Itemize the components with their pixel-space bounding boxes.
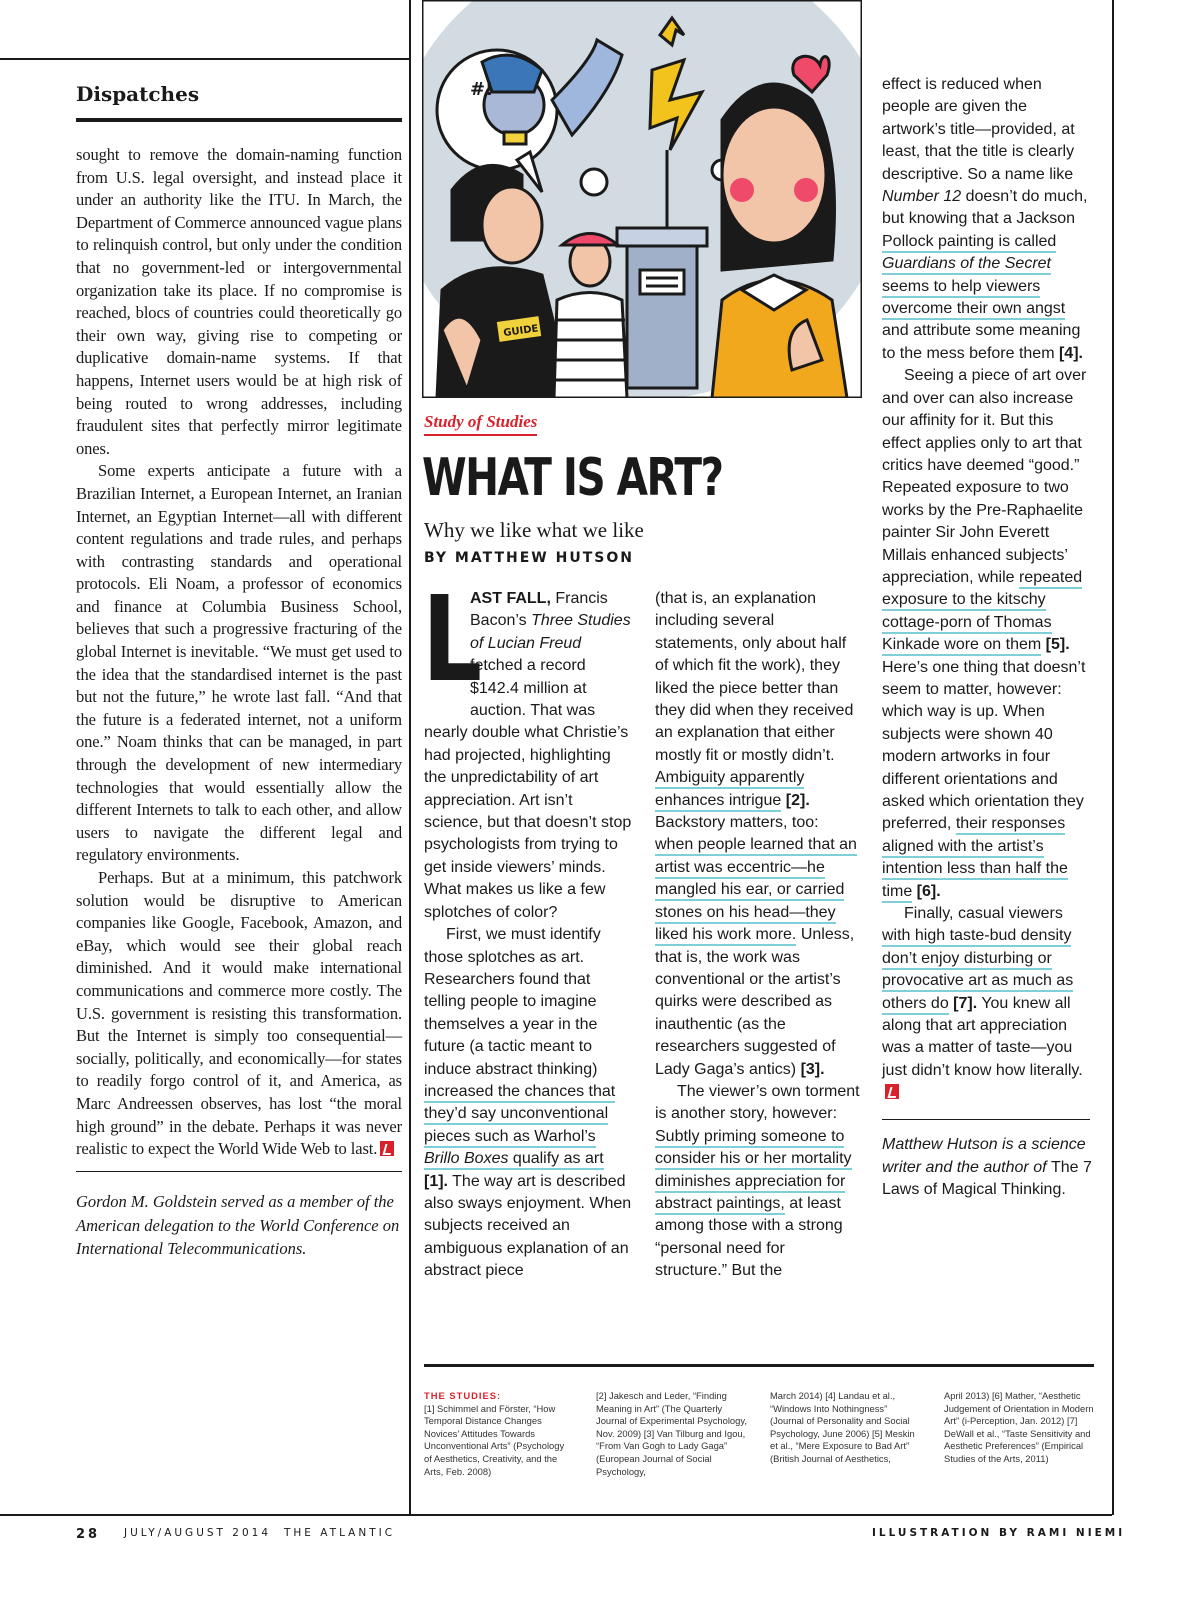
bottom-rule	[0, 1514, 1112, 1516]
text-run: fetched a record $142.4 million at auction. That was nearly double what Christie’s had projected, highlighting the unpredictability of art appreciation. Art isn’t science, but that doesn’t stop psychologists from trying to get inside viewers’ minds. What makes us like a few splotches of color?	[424, 657, 632, 921]
article-byline: BY MATTHEW HUTSON	[424, 550, 634, 566]
left-column-text	[76, 144, 402, 1161]
studies-title: THE STUDIES:	[424, 1390, 502, 1401]
paragraph-text: Perhaps. But at a minimum, this patchwork solution would be disruptive to American companies like Google, Facebook, Amazon, and eBay, which would see their global reach diminished. And it would make international communications and commerce more costly. The U.S. government is resisting this transformation. But the Internet is simply too consequential—socially, politically, and economically—for states to readily forgo control of it, and America, as Marc Andreessen observes, has lost “the moral high ground” in the debate. Perhaps it was never realistic to expect the World Wide Web to last.	[76, 868, 402, 1159]
column-divider-left	[409, 0, 411, 1515]
highlighted-finding	[882, 233, 1065, 320]
studies-column-3	[770, 1390, 922, 1466]
paragraph	[76, 867, 402, 1161]
artwork-title: Number 12	[882, 188, 962, 206]
text-run: Francis Bacon’s	[470, 590, 608, 630]
text-run: Unless, that is, the work was conventional or the artist’s quirks were described as inauthentic (as the researchers suggested of Lady Gaga’s antics)	[655, 926, 855, 1078]
issue-date: JULY/AUGUST 2014	[124, 1527, 272, 1539]
text-run: First, we must identify those splotches as art. Researchers found that telling people to imagine themselves a year in the future (a tactic meant to induce abstract thinking)	[424, 926, 601, 1078]
bio-rule	[76, 1171, 402, 1173]
study-citations: March 2014) [4] Landau et al., “Windows Into Nothingness” (Journal of Personality and Social Psychology, June 2006) [5] Meskin et al., “Mere Exposure to Bad Art” (British Journal of Aesthetics,	[770, 1390, 915, 1464]
citation: [4].	[1054, 344, 1083, 362]
paragraph	[424, 924, 632, 1283]
citation: [6].	[912, 882, 941, 900]
section-label: Dispatches	[76, 82, 200, 106]
text-run: increased the chances that they’d say unconventional pieces such as Warhol’s	[424, 1082, 616, 1145]
article-dek: Why we like what we like	[424, 518, 644, 542]
highlighted-finding: repeated exposure to the kitschy cottage-porn of Thomas Kinkade wore on them	[882, 569, 1082, 656]
text-run: and attribute some meaning to the mess before them	[882, 322, 1081, 362]
article-column-3	[882, 74, 1094, 1201]
drop-cap: L	[422, 570, 483, 708]
viewer-figure	[712, 84, 847, 398]
study-citations: [2] Jakesch and Leder, “Finding Meaning in Art” (The Quarterly Journal of Experimental Psychology, Nov. 2009) [3] Van Tilburg and Igou, “From Van Gogh to Lady Gaga” (European Journal of Social Psychology,	[596, 1390, 747, 1477]
text-run: at least among those with a strong “personal need for structure.” But the	[655, 1194, 843, 1280]
author-bio: Gordon M. Goldstein served as a member of the American delegation to the World Conference on International Telecommunications.	[76, 1192, 400, 1259]
author-bio	[882, 1134, 1094, 1201]
highlighted-finding	[424, 1083, 615, 1170]
text-run: qualify as art	[508, 1150, 604, 1168]
article-illustration	[422, 0, 862, 398]
study-citations: [1] Schimmel and Förster, “How Temporal Distance Changes Novices’ Attitudes Towards Unconventional Arts” (Psychology of Aesthetics, Creativity, and the Arts, Feb. 2008)	[424, 1402, 565, 1477]
text-run: The viewer’s own torment is another story, however:	[655, 1082, 860, 1123]
end-mark-icon	[885, 1084, 899, 1099]
text-run: Matthew Hutson is a science writer and the author of	[882, 1136, 1086, 1176]
studies-top-rule	[424, 1364, 1094, 1367]
artwork-title: Three Studies of Lucian Freud	[470, 612, 631, 652]
text-run: The way art is described also sways enjoyment. When subjects received an ambiguous explanation of an abstract piece	[424, 1172, 632, 1280]
highlighted-finding: their responses aligned with the artist’s intention less than half the time	[882, 815, 1068, 902]
text-run: Seeing a piece of art over and over can also increase our affinity for it. But this effect applies only to art that critics have deemed “good.” Repeated exposure to two works by the Pre-Raphaelite painter Sir John Everett Millais enhanced subjects’ appreciation, while	[882, 367, 1087, 586]
paragraph: Some experts anticipate a future with a Brazilian Internet, a European Internet, an Iranian Internet, an Egyptian Internet—all with different content regulations and trade rules, and perhaps with contrasting standards and operational protocols. Eli Noam, a professor of economics and finance at Columbia Business School, believes that such a progressive fracturing of the global Internet is inevitable. “We must get used to the idea that the standardised internet is the past but not the future,” he wrote last fall. “And that the future is a federated internet, not a uniform one.” Noam thinks that can be managed, in part through the development of new intermediary technologies that would essentially allow the different Internets to talk to each other, and allow users to navigate the different legal and regulatory environments.	[76, 461, 402, 865]
book-title: The 7 Laws of Magical Thinking.	[882, 1158, 1092, 1198]
text-run: You knew all along that art appreciation was a matter of taste—you just didn’t know how literally.	[882, 994, 1083, 1079]
text-run: (that is, an explanation including several statements, only about half of which fit the work), they liked the piece better than they did when they received an explanation that either mostly fit or mostly didn’t.	[655, 590, 854, 764]
studies-column-2	[596, 1390, 748, 1478]
publication-name: THE ATLANTIC	[284, 1527, 396, 1539]
paragraph	[882, 365, 1094, 903]
citation: [1].	[424, 1172, 448, 1190]
paragraph	[882, 74, 1094, 365]
left-top-rule	[0, 58, 410, 60]
left-column	[76, 72, 402, 1261]
bio-rule	[882, 1119, 1090, 1121]
studies-column-4	[944, 1390, 1094, 1466]
end-mark-icon	[380, 1141, 394, 1156]
citation: [5].	[1041, 636, 1070, 654]
curse-text: #!	[470, 79, 494, 100]
text-run: Here’s one thing that doesn’t seem to matter, however: which way is up. When subjects were shown 40 modern artworks in four different orientations and asked which orientation they preferred,	[882, 658, 1086, 833]
studies-column-1	[424, 1390, 574, 1478]
paragraph	[655, 1081, 861, 1283]
column-divider-right	[1112, 0, 1114, 1515]
text-run: doesn’t do much, but knowing that a Jackson	[882, 188, 1088, 228]
paragraph: sought to remove the domain-naming function from U.S. legal oversight, and instead place it under an authority like the ITU. In March, the Department of Commerce announced vague plans to relinquish control, but only under the condition that no government-led or intergovernmental organization take its place. If no compromise is reached, blocs of countries could theoretically go their own way, giving rise to competing or duplicative domain-name systems. If that happens, Internet users would be at high risk of being routed to wrong addresses, including fraudulent sites that perfectly mirror legitimate ones.	[76, 145, 402, 458]
text-run: effect is reduced when people are given the artwork’s title—provided, at least, that the title is clearly descriptive. So a name like	[882, 76, 1075, 183]
paragraph	[422, 570, 632, 924]
text-run: Backstory matters, too:	[655, 814, 819, 832]
artwork-title: Guardians of the Secret	[882, 255, 1051, 273]
text-run: seems to help viewers overcome their own angst	[882, 277, 1066, 318]
highlighted-finding: Ambiguity apparently enhances intrigue	[655, 769, 804, 811]
page-number: 28	[76, 1527, 101, 1542]
article-kicker: Study of Studies	[424, 412, 537, 436]
text-run: Finally, casual viewers	[904, 905, 1063, 923]
study-citations: April 2013) [6] Mather, “Aesthetic Judgement of Orientation in Modern Art” (i-Perception, Jan. 2012) [7] DeWall et al., “Taste Sensitivity and Aesthetic Preferences” (Empirical Studies of the Arts, 2011)	[944, 1390, 1094, 1464]
article-column-1	[422, 570, 632, 1283]
citation: [3].	[796, 1060, 825, 1078]
highlighted-finding: with high taste-bud density don’t enjoy disturbing or provocative art as much as others do	[882, 927, 1073, 1014]
paragraph	[882, 903, 1094, 1105]
artwork-title: Brillo Boxes	[424, 1150, 509, 1168]
illustration-credit: ILLUSTRATION BY RAMI NIEMI	[872, 1527, 1126, 1539]
paragraph	[655, 588, 861, 1081]
highlighted-finding: Subtly priming someone to consider his or her mortality diminishes appreciation for abstract paintings,	[655, 1128, 852, 1215]
citation: [2].	[781, 791, 810, 809]
lead-in: AST FALL,	[470, 590, 551, 607]
highlighted-finding: when people learned that an artist was eccentric—he mangled his ear, or carried stones on his head—they liked his work more.	[655, 836, 857, 946]
article-column-2	[655, 588, 861, 1283]
article-headline: WHAT IS ART?	[422, 448, 723, 508]
guide-badge: GUIDE	[502, 323, 540, 340]
text-run: Pollock painting is called	[882, 232, 1057, 250]
citation: [7].	[948, 994, 978, 1012]
